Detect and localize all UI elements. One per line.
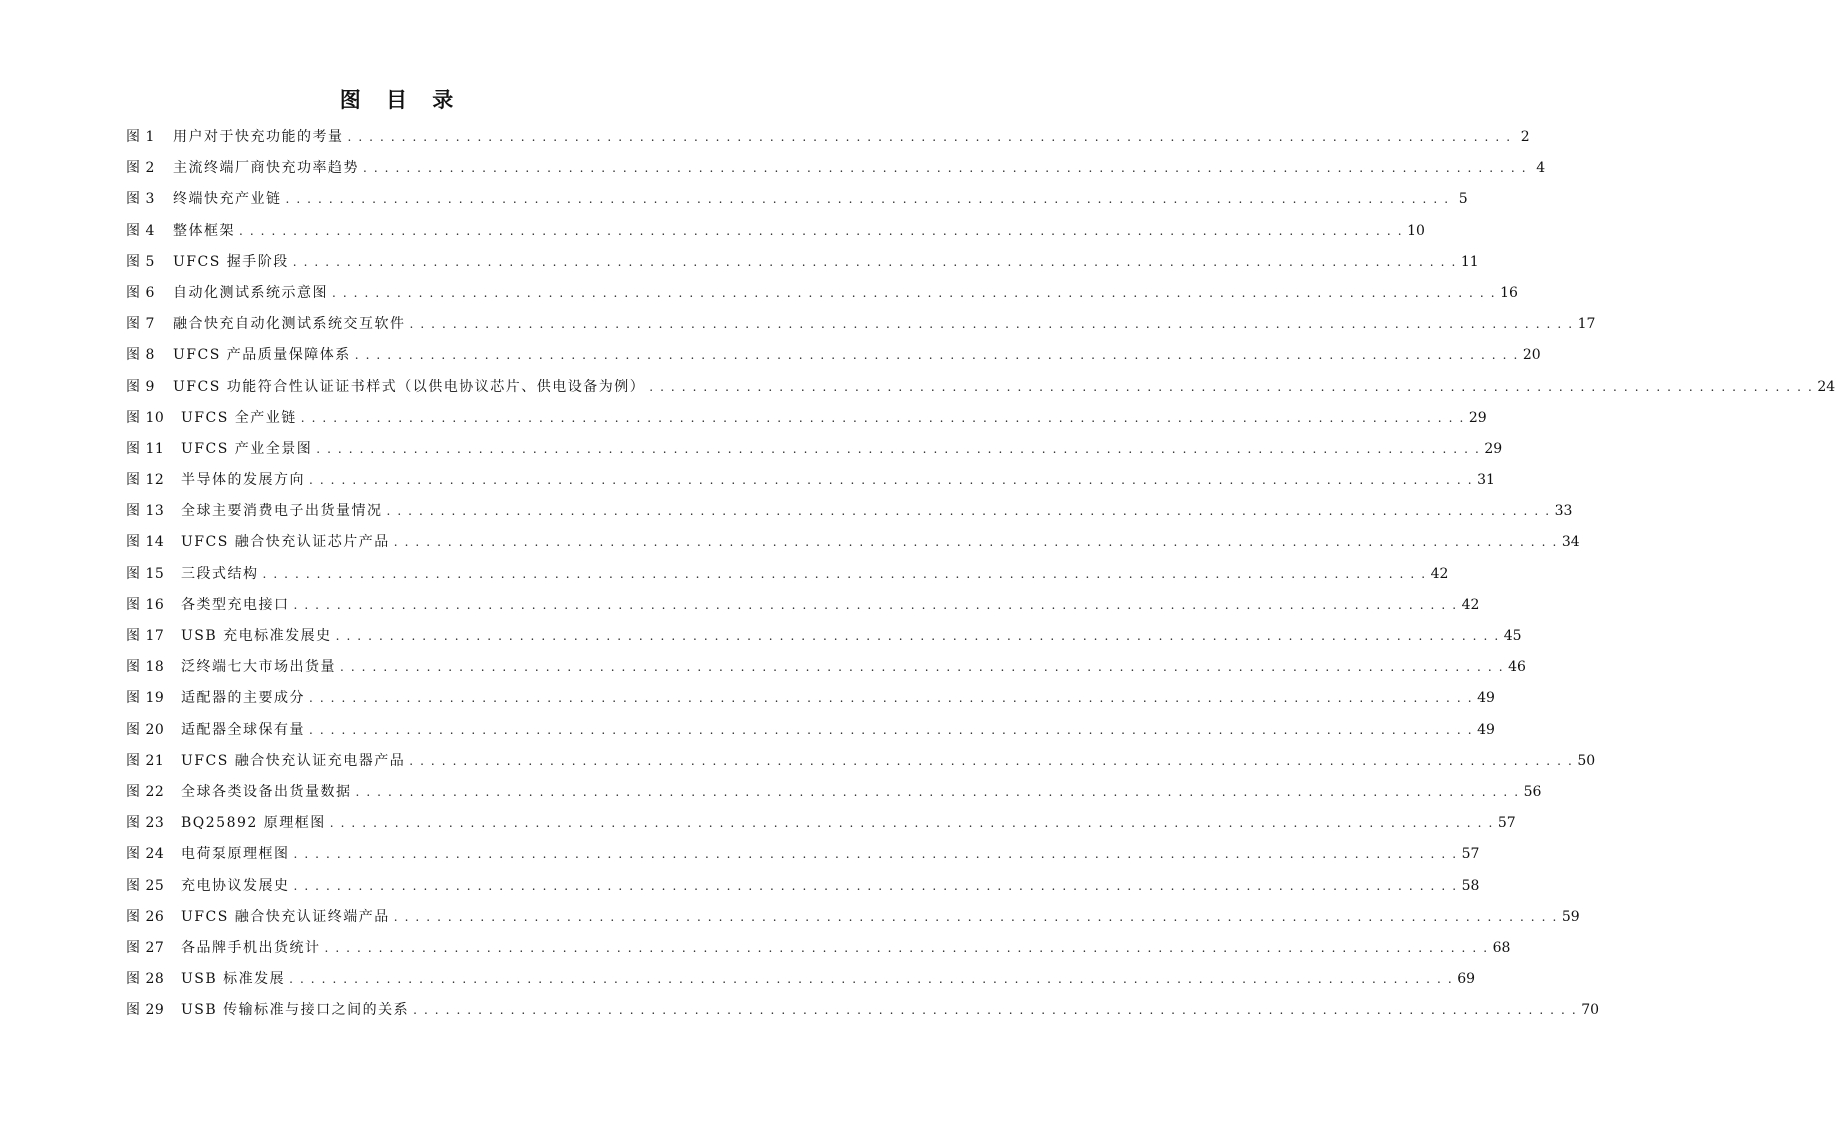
- page-number: 70: [1581, 1002, 1600, 1019]
- figure-caption: 适配器全球保有量: [181, 721, 305, 738]
- dot-leader: [294, 871, 1458, 902]
- toc-entry[interactable]: [126, 496, 1573, 527]
- page-number: 4: [1536, 160, 1546, 177]
- dot-leader: [649, 372, 1813, 403]
- page-number: 57: [1461, 846, 1480, 863]
- toc-entry[interactable]: [126, 434, 1503, 465]
- page-number: 68: [1492, 939, 1511, 956]
- dot-leader: [294, 590, 1458, 621]
- dot-leader: [294, 839, 1458, 870]
- figure-caption: 全球各类设备出货量数据: [181, 783, 352, 800]
- figure-caption: 半导体的发展方向: [181, 472, 305, 489]
- toc-entry[interactable]: [126, 683, 1495, 714]
- figure-caption: 三段式结构: [181, 565, 259, 582]
- dot-leader: [356, 777, 1520, 808]
- page-number: 33: [1554, 503, 1573, 520]
- figure-caption: 全球主要消费电子出货量情况: [181, 503, 383, 520]
- figure-caption: 电荷泵原理框图: [181, 846, 290, 863]
- figure-label: 图 4: [126, 222, 155, 239]
- figure-label: 图 24: [126, 846, 165, 863]
- dot-leader: [332, 278, 1496, 309]
- figure-caption: 用户对于快充功能的考量: [173, 129, 344, 145]
- figure-caption: USB 标准发展: [181, 971, 286, 988]
- figure-label: 图 3: [126, 191, 155, 208]
- figure-caption: UFCS 融合快充认证充电器产品: [181, 752, 406, 769]
- page-number: 11: [1460, 253, 1479, 270]
- figure-caption: 充电协议发展史: [181, 877, 290, 894]
- toc-entry[interactable]: [126, 746, 1596, 777]
- dot-leader: [330, 808, 1494, 839]
- toc-entry[interactable]: [126, 559, 1449, 590]
- figure-label: 图 19: [126, 690, 165, 707]
- figure-caption: UFCS 融合快充认证芯片产品: [181, 534, 390, 551]
- page-number: 56: [1523, 783, 1542, 800]
- figure-caption: UFCS 握手阶段: [173, 253, 289, 270]
- page-number: 46: [1508, 659, 1526, 676]
- dot-leader: [410, 309, 1574, 340]
- toc-entry[interactable]: [126, 465, 1495, 496]
- figure-caption: UFCS 功能符合性认证证书样式（以供电协议芯片、供电设备为例）: [173, 378, 646, 395]
- page-number: 10: [1407, 222, 1425, 239]
- page-number: 5: [1458, 191, 1468, 208]
- toc-entry[interactable]: [126, 403, 1487, 434]
- toc-entry[interactable]: [126, 340, 1541, 371]
- page-number: 31: [1477, 472, 1495, 489]
- toc-entry[interactable]: [126, 715, 1495, 746]
- figure-label: 图 26: [126, 908, 165, 925]
- figure-caption: 终端快充产业链: [173, 191, 282, 208]
- toc-entry[interactable]: [126, 933, 1511, 964]
- dot-leader: [301, 403, 1465, 434]
- figure-label: 图 21: [126, 752, 165, 769]
- page-number: 59: [1561, 908, 1580, 925]
- page-number: 17: [1577, 316, 1596, 333]
- page-number: 45: [1503, 628, 1522, 644]
- page-number: 34: [1561, 534, 1580, 551]
- dot-leader: [263, 559, 1427, 590]
- page-number: 69: [1457, 971, 1476, 988]
- page-number: 42: [1430, 565, 1449, 582]
- toc-entry[interactable]: [126, 122, 1530, 153]
- figure-label: 图 10: [126, 409, 165, 426]
- toc-entry[interactable]: [126, 871, 1480, 902]
- dot-leader: [409, 746, 1573, 777]
- toc-entry[interactable]: [126, 995, 1600, 1026]
- dot-leader: [363, 153, 1527, 184]
- figure-label: 图 23: [126, 815, 165, 832]
- figure-label: 图 28: [126, 971, 165, 988]
- figure-caption: UFCS 产品质量保障体系: [173, 347, 351, 364]
- toc-entry[interactable]: [126, 621, 1522, 652]
- figure-caption: 泛终端七大市场出货量: [181, 659, 336, 676]
- toc-entry[interactable]: [126, 652, 1526, 683]
- dot-leader: [309, 465, 1473, 496]
- figure-label: 图 29: [126, 1002, 165, 1019]
- figure-caption: BQ25892 原理框图: [181, 815, 326, 832]
- figure-caption: 主流终端厂商快充功率趋势: [173, 160, 359, 177]
- page-title: 图 目 录: [339, 88, 463, 112]
- figure-label: 图 17: [126, 628, 165, 644]
- page-number: 50: [1577, 752, 1596, 769]
- toc-entry[interactable]: [126, 216, 1425, 247]
- dot-leader: [309, 715, 1473, 746]
- figure-caption: 适配器的主要成分: [181, 690, 305, 707]
- dot-leader: [286, 184, 1450, 215]
- figure-label: 图 16: [126, 596, 165, 613]
- figure-label: 图 8: [126, 347, 155, 364]
- figure-label: 图 14: [126, 534, 165, 551]
- toc-entry[interactable]: [126, 964, 1476, 995]
- figure-label: 图 12: [126, 472, 165, 489]
- page-number: 42: [1461, 596, 1480, 613]
- figure-caption: USB 充电标准发展史: [181, 628, 332, 644]
- toc-entry[interactable]: [126, 839, 1480, 870]
- figure-label: 图 6: [126, 284, 155, 301]
- page-number: 57: [1497, 815, 1516, 832]
- dot-leader: [348, 122, 1512, 153]
- toc-entry[interactable]: [126, 777, 1542, 808]
- dot-leader: [325, 933, 1489, 964]
- figure-label: 图 27: [126, 939, 165, 956]
- page-number: 24: [1817, 378, 1835, 395]
- figure-caption: UFCS 产业全景图: [181, 440, 313, 457]
- dot-leader: [355, 340, 1519, 371]
- dot-leader: [289, 964, 1453, 995]
- figure-label: 图 13: [126, 503, 165, 520]
- dot-leader: [336, 621, 1500, 652]
- figure-caption: 各类型充电接口: [181, 596, 290, 613]
- dot-leader: [394, 902, 1558, 933]
- toc-entry[interactable]: [126, 184, 1468, 215]
- toc-entry[interactable]: [126, 808, 1516, 839]
- page-number: 20: [1522, 347, 1541, 364]
- dot-leader: [413, 995, 1577, 1026]
- figure-label: 图 15: [126, 565, 165, 582]
- figure-label: 图 22: [126, 783, 165, 800]
- page-number: 16: [1500, 284, 1518, 301]
- figure-toc-list: [126, 122, 1835, 1026]
- figure-caption: UFCS 全产业链: [181, 409, 297, 426]
- page-number: 2: [1520, 129, 1530, 145]
- page-number: 49: [1477, 690, 1495, 707]
- page-number: 29: [1468, 409, 1487, 426]
- figure-label: 图 7: [126, 316, 155, 333]
- figure-caption: USB 传输标准与接口之间的关系: [181, 1002, 410, 1019]
- dot-leader: [239, 216, 1403, 247]
- toc-entry[interactable]: [126, 153, 1546, 184]
- toc-entry[interactable]: [126, 309, 1596, 340]
- figure-label: 图 9: [126, 378, 155, 395]
- dot-leader: [340, 652, 1504, 683]
- dot-leader: [316, 434, 1480, 465]
- figure-caption: 各品牌手机出货统计: [181, 939, 321, 956]
- figure-label: 图 2: [126, 160, 155, 177]
- toc-entry[interactable]: [126, 372, 1835, 403]
- page-number: 49: [1477, 721, 1495, 738]
- toc-entry[interactable]: [126, 247, 1479, 278]
- figure-caption: 自动化测试系统示意图: [173, 284, 328, 301]
- figure-label: 图 20: [126, 721, 165, 738]
- figure-label: 图 25: [126, 877, 165, 894]
- figure-label: 图 5: [126, 253, 155, 270]
- figure-caption: UFCS 融合快充认证终端产品: [181, 908, 390, 925]
- figure-label: 图 11: [126, 440, 165, 457]
- figure-label: 图 18: [126, 659, 165, 676]
- toc-entry[interactable]: [126, 590, 1480, 621]
- toc-entry[interactable]: [126, 902, 1580, 933]
- toc-entry[interactable]: [126, 278, 1518, 309]
- figure-caption: 整体框架: [173, 222, 235, 239]
- figure-label: 图 1: [126, 129, 155, 145]
- dot-leader: [387, 496, 1551, 527]
- page-number: 58: [1461, 877, 1480, 894]
- page-number: 29: [1484, 440, 1503, 457]
- dot-leader: [293, 247, 1457, 278]
- dot-leader: [394, 527, 1558, 558]
- dot-leader: [309, 683, 1473, 714]
- figure-caption: 融合快充自动化测试系统交互软件: [173, 316, 406, 333]
- toc-entry[interactable]: [126, 527, 1580, 558]
